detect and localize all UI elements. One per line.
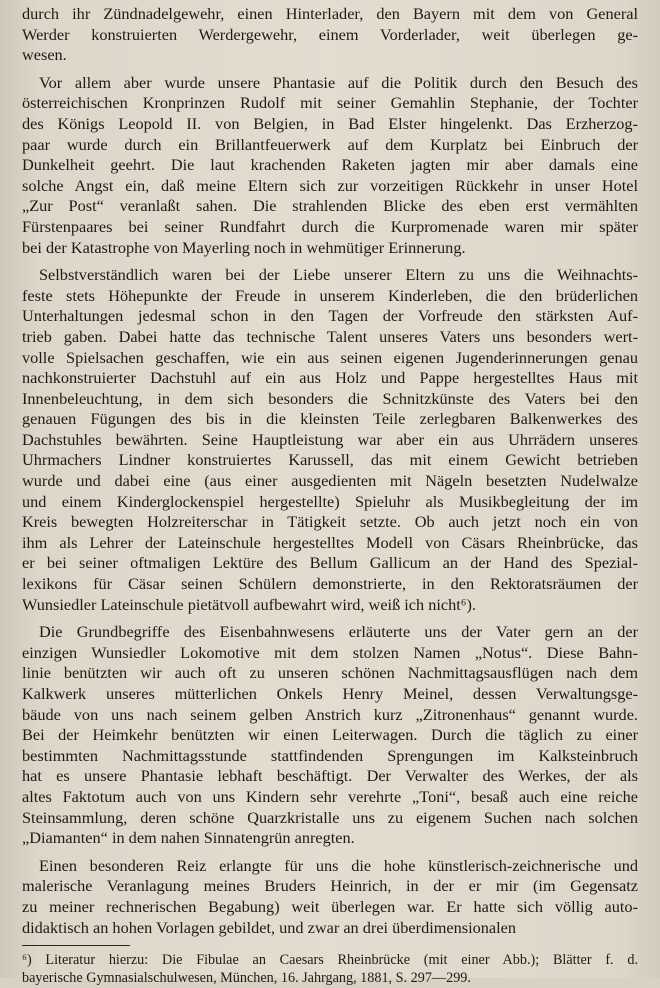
footnote-line: ⁶) Literatur hierzu: Die Fibulae an Caesars Rheinbrücke (mit einer Abb.); Blätter f. d.	[22, 952, 638, 969]
text-line: wesen.	[22, 45, 67, 65]
text-line: Wunsiedler Lateinschule pietätvoll aufbewahrt wird, weiß ich nicht⁶).	[22, 594, 476, 614]
text-line: durch ihr Zündnadelgewehr, einen Hinterlader, den Bayern mit dem von General	[22, 4, 638, 23]
text-line: Kreis bewegten Holzreiterschar in Tätigkeit setzte. Ob auch jetzt noch ein von	[22, 512, 638, 532]
text-line: altes Faktotum auch von uns Kindern sehr verehrte „Toni“, besaß auch eine reiche	[22, 786, 638, 806]
text-line: wurde und dabei eine (aus einer ausgedienten mit Nägeln besetzten Nudelwalze	[22, 471, 638, 491]
text-line: zu meiner rechnerischen Begabung) weit überlegen war. Er hatte sich völlig auto-	[22, 896, 638, 916]
text-line: Bei der Heimkehr benützten wir einen Leiterwagen. Durch die täglich zu einer	[22, 725, 638, 745]
text-line: malerische Veranlagung meines Bruders Heinrich, in der er mir (im Gegensatz	[22, 876, 638, 896]
text-line: Fürstenpaares bei seiner Rundfahrt durch die Kurpromenade waren mir später	[22, 216, 638, 236]
text-line: paar wurde durch ein Brillantfeuerwerk auf dem Kurplatz bei Einbruch der	[22, 134, 638, 154]
text-line: und einem Kinderglockenspiel hergestellte) Spieluhr als Musikbegleitung der im	[22, 491, 638, 511]
text-line: Selbstverständlich waren bei der Liebe unserer Eltern zu uns die Weihnachts-	[39, 265, 638, 285]
footnote-rule	[22, 945, 130, 946]
text-line: Uhrmachers Lindner konstruiertes Karussell, das mit einem Gewicht betrieben	[22, 450, 638, 470]
text-line: volle Spielsachen geschaffen, wie ein aus seinen eigenen Jugenderinnerungen genau	[22, 347, 638, 367]
text-line: er bei seiner oftmaligen Lektüre des Bellum Gallicum an der Hand des Spezial-	[22, 553, 638, 573]
text-line: Kalkwerk unseres mütterlichen Onkels Henry Meinel, dessen Verwaltungsge-	[22, 684, 638, 703]
text-line: solche Angst ein, daß meine Eltern sich zur vorzeitigen Rückkehr in unser Hotel	[22, 175, 638, 195]
paragraph-gap	[22, 849, 638, 856]
text-line: Einen besonderen Reiz erlangte für uns die hohe künstlerisch-zeichnerische und	[39, 855, 638, 875]
text-line: Vor allem aber wurde unsere Phantasie auf die Politik durch den Besuch des	[39, 72, 638, 92]
text-line: Steinsammlung, deren schöne Quarzkristalle uns zu eigenem Suchen nach solchen	[22, 807, 638, 827]
paragraph	[22, 622, 638, 849]
footnote-text	[22, 951, 638, 987]
text-line: „Diamanten“ in dem nahen Sinnatengrün anregten.	[22, 828, 355, 848]
footnote-line: bayerische Gymnasialschulwesen, München, 16. Jahrgang, 1881, S. 297—299.	[22, 970, 471, 987]
text-line: des Königs Leopold II. von Belgien, in Bad Elster hingelenkt. Das Erzherzog-	[22, 113, 638, 133]
text-line: linie benützten wir auch oft zu unseren schönen Nachmittagsausflügen nach dem	[22, 663, 638, 683]
text-line: bestimmten Nachmittagsstunde stattfindenden Sprengungen im Kalksteinbruch	[22, 745, 638, 765]
text-line: Dachstuhles bewährten. Seine Hauptleistung war aber ein aus Uhrrädern unseres	[22, 429, 638, 449]
text-line: österreichischen Kronprinzen Rudolf mit seiner Gemahlin Stephanie, der Tochter	[22, 93, 638, 113]
text-line: nachkonstruierter Dachstuhl auf ein aus Holz und Pappe hergestelltes Haus mit	[22, 368, 638, 388]
text-line: didaktisch an hohen Vorlagen gebildet, und zwar an drei überdimensionalen	[22, 917, 517, 937]
text-line: einzigen Wunsiedler Lokomotive mit dem stolzen Namen „Notus“. Diese Bahn-	[22, 642, 638, 662]
paragraph	[22, 856, 638, 938]
paragraph-gap	[22, 66, 638, 73]
footnote	[22, 951, 638, 987]
text-line: bäude von uns nach seinem gelben Anstrich kurz „Zitronenhaus“ genannt wurde.	[22, 704, 638, 724]
text-line: genauen Fügungen des bis in die kleinsten Teile zerlegbaren Balkenwerkes des	[22, 409, 638, 429]
text-line: feste stets Höhepunkte der Freude in unserem Kinderleben, die den brüderlichen	[22, 285, 638, 305]
text-line: lexikons für Cäsar seinen Schülern demonstrierte, in den Rektoratsräumen der	[22, 574, 638, 594]
text-line: Werder konstruierten Werdergewehr, einem Vorderlader, weit überlegen ge-	[22, 24, 638, 44]
text-line: ihm als Lehrer der Lateinschule hergestelltes Modell von Cäsars Rheinbrücke, das	[22, 532, 638, 552]
paragraph	[22, 265, 638, 615]
paragraph	[22, 73, 638, 258]
text-line: Unterhaltungen jedesmal schon in den Tagen der Vorfreude den stärksten Auf-	[22, 306, 638, 326]
paragraph-gap	[22, 615, 638, 622]
text-line: Die Grundbegriffe des Eisenbahnwesens erläuterte uns der Vater gern an der	[39, 622, 638, 642]
paragraph-gap	[22, 258, 638, 265]
text-line: Innenbeleuchtung, in dem sich besonders die Schnitzkünste des Vaters bei den	[22, 388, 638, 408]
paragraph	[22, 4, 638, 66]
text-line: Dunkelheit geehrt. Die laut krachenden Raketen jagten mir aber damals eine	[22, 155, 638, 175]
text-line: bei der Katastrophe von Mayerling noch in wehmütiger Erinnerung.	[22, 237, 466, 257]
text-line: trieb gaben. Dabei hatte das technische Talent unseres Vaters uns besonders wert-	[22, 326, 638, 346]
text-line: hat es unsere Phantasie lebhaft beschäftigt. Der Verwalter des Werkes, der als	[22, 766, 638, 786]
text-line: „Zur Post“ veranlaßt sahen. Die strahlenden Blicke des eben erst vermählten	[22, 196, 638, 216]
body-text	[22, 4, 638, 938]
